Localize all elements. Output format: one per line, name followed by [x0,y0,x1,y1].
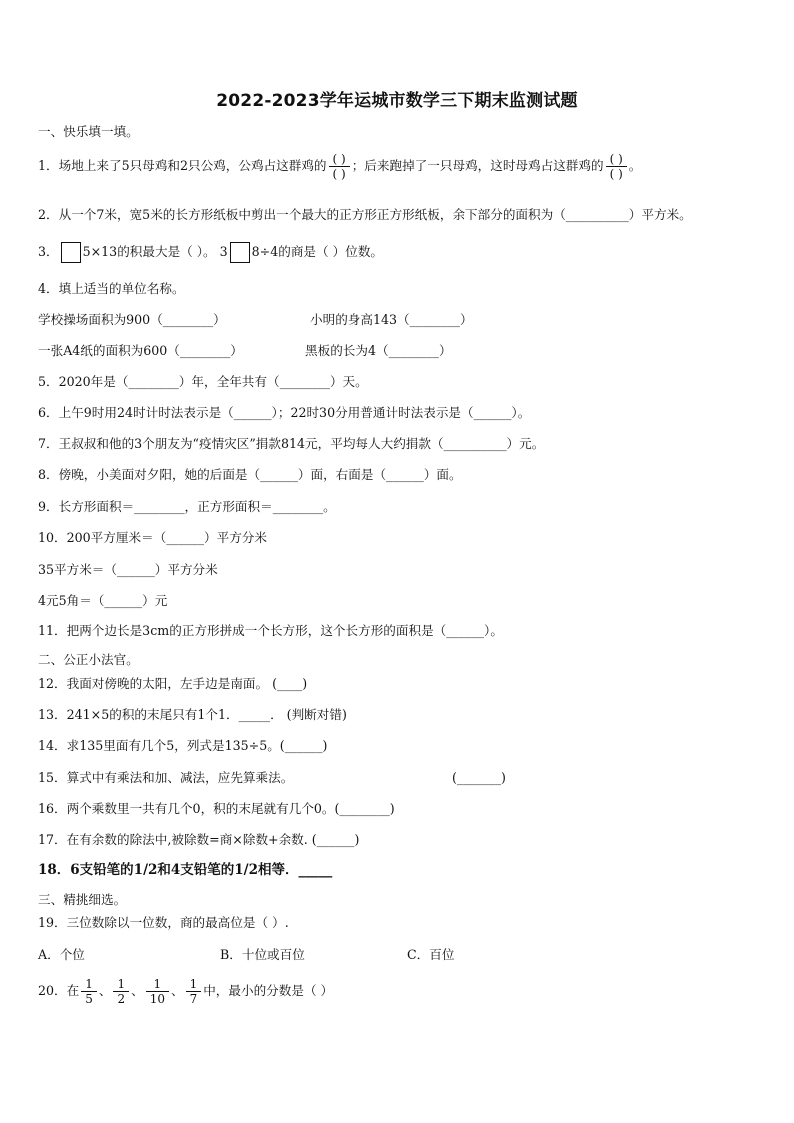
q20-text-b: 中，最小的分数是（ ） [203,983,334,998]
section-2-heading: 二、公正小法官。 [38,652,139,667]
q4-row2-a: 一张A4纸的面积为600（________） [38,343,243,358]
section-3-heading: 三、精挑细选。 [38,892,127,907]
question-10-a: 10．200平方厘米＝（______）平方分米 [38,530,267,545]
q20-fraction-4 [186,977,202,1006]
question-17: 17．在有余数的除法中,被除数=商×除数+余数. (______) [38,832,360,847]
question-19: 19．三位数除以一位数，商的最高位是（ ）. [38,915,289,930]
q20-f4-den: 7 [189,992,198,1006]
q19-option-a: A．个位 [38,947,85,962]
question-4-heading: 4．填上适当的单位名称。 [38,281,185,296]
q20-f4-num: 1 [189,977,198,991]
q4-row1-a: 学校操场面积为900（________） [38,312,226,327]
question-14: 14．求135里面有几个5，列式是135÷5。(______) [38,738,328,753]
q3-text-b: 5×13的积最大是（ ）。 3 [82,244,228,259]
q20-f1-num: 1 [85,977,93,991]
question-15: 15．算式中有乘法和加、减法，应先算乘法。 [38,770,294,785]
question-10-b: 35平方米＝（______）平方分米 [38,562,218,577]
q20-f2-den: 2 [117,992,126,1006]
question-6: 6．上午9时用24时计时法表示是（______）；22时30分用普通计时法表示是（______）。 [38,405,531,420]
page-title: 2022-2023学年运城市数学三下期末监测试题 [216,91,578,111]
q1-fraction-1 [329,152,350,181]
q1-frac1-num: ( ) [332,152,346,166]
q20-fraction-1 [81,977,97,1006]
q1-text-c: 。 [628,158,642,173]
q20-f1-den: 5 [85,992,93,1006]
q1-frac1-den: ( ) [332,167,346,181]
q20-fraction-3 [146,977,169,1006]
q3-blank-box-1 [61,242,81,263]
q19-option-c: C．百位 [407,947,455,962]
q20-sep-3: 、 [170,983,184,998]
q4-row2-b: 黑板的长为4（________） [305,343,452,358]
q20-f3-den: 10 [149,992,165,1006]
question-16: 16．两个乘数里一共有几个0，积的末尾就有几个0。(________) [38,801,395,816]
question-3 [38,242,383,263]
question-1 [38,152,641,181]
q3-blank-box-2 [230,242,250,263]
question-15-blank: (_______) [452,770,506,785]
question-8: 8．傍晚，小美面对夕阳，她的后面是（______）面，右面是（______）面。 [38,467,462,482]
question-5: 5．2020年是（________）年，全年共有（________）天。 [38,374,368,389]
question-12: 12．我面对傍晚的太阳，左手边是南面。 (____) [38,676,308,691]
question-7: 7．王叔叔和他的3个朋友为“疫情灾区”捐款814元，平均每人大约捐款（__________）元。 [38,436,545,451]
question-11: 11．把两个边长是3cm的正方形拼成一个长方形，这个长方形的面积是（______）。 [38,623,503,638]
q19-option-b: B．十位或百位 [220,947,305,962]
q4-row1-b: 小明的身高143（________） [310,312,473,327]
q20-text-a: 20．在 [38,983,80,998]
question-9: 9．长方形面积＝________，正方形面积＝________。 [38,499,336,514]
question-18: 18．6支铅笔的1/2和4支铅笔的1/2相等．_____ [38,862,333,878]
section-1-heading: 一、快乐填一填。 [38,124,139,139]
q1-fraction-2 [606,152,627,181]
q3-text-c: 8÷4的商是（ ）位数。 [251,244,384,259]
q20-f3-num: 1 [153,977,162,991]
q20-f2-num: 1 [117,977,126,991]
q1-text-a: 1．场地上来了5只母鸡和2只公鸡，公鸡占这群鸡的 [38,158,327,173]
question-2: 2．从一个7米，宽5米的长方形纸板中剪出一个最大的正方形正方形纸板，余下部分的面积为（__________）平方米。 [38,207,692,222]
question-13: 13．241×5的积的末尾只有1个1．_____． (判断对错) [38,707,347,722]
q3-text-a: 3． [38,244,59,259]
q20-fraction-2 [113,977,129,1006]
q20-sep-1: 、 [98,983,112,998]
question-10-c: 4元5角＝（______）元 [38,593,168,608]
q1-frac2-den: ( ) [609,167,623,181]
q1-text-b: ；后来跑掉了一只母鸡，这时母鸡占这群鸡的 [351,158,604,173]
q20-sep-2: 、 [131,983,144,998]
q1-frac2-num: ( ) [609,152,623,166]
question-20 [38,973,333,1009]
